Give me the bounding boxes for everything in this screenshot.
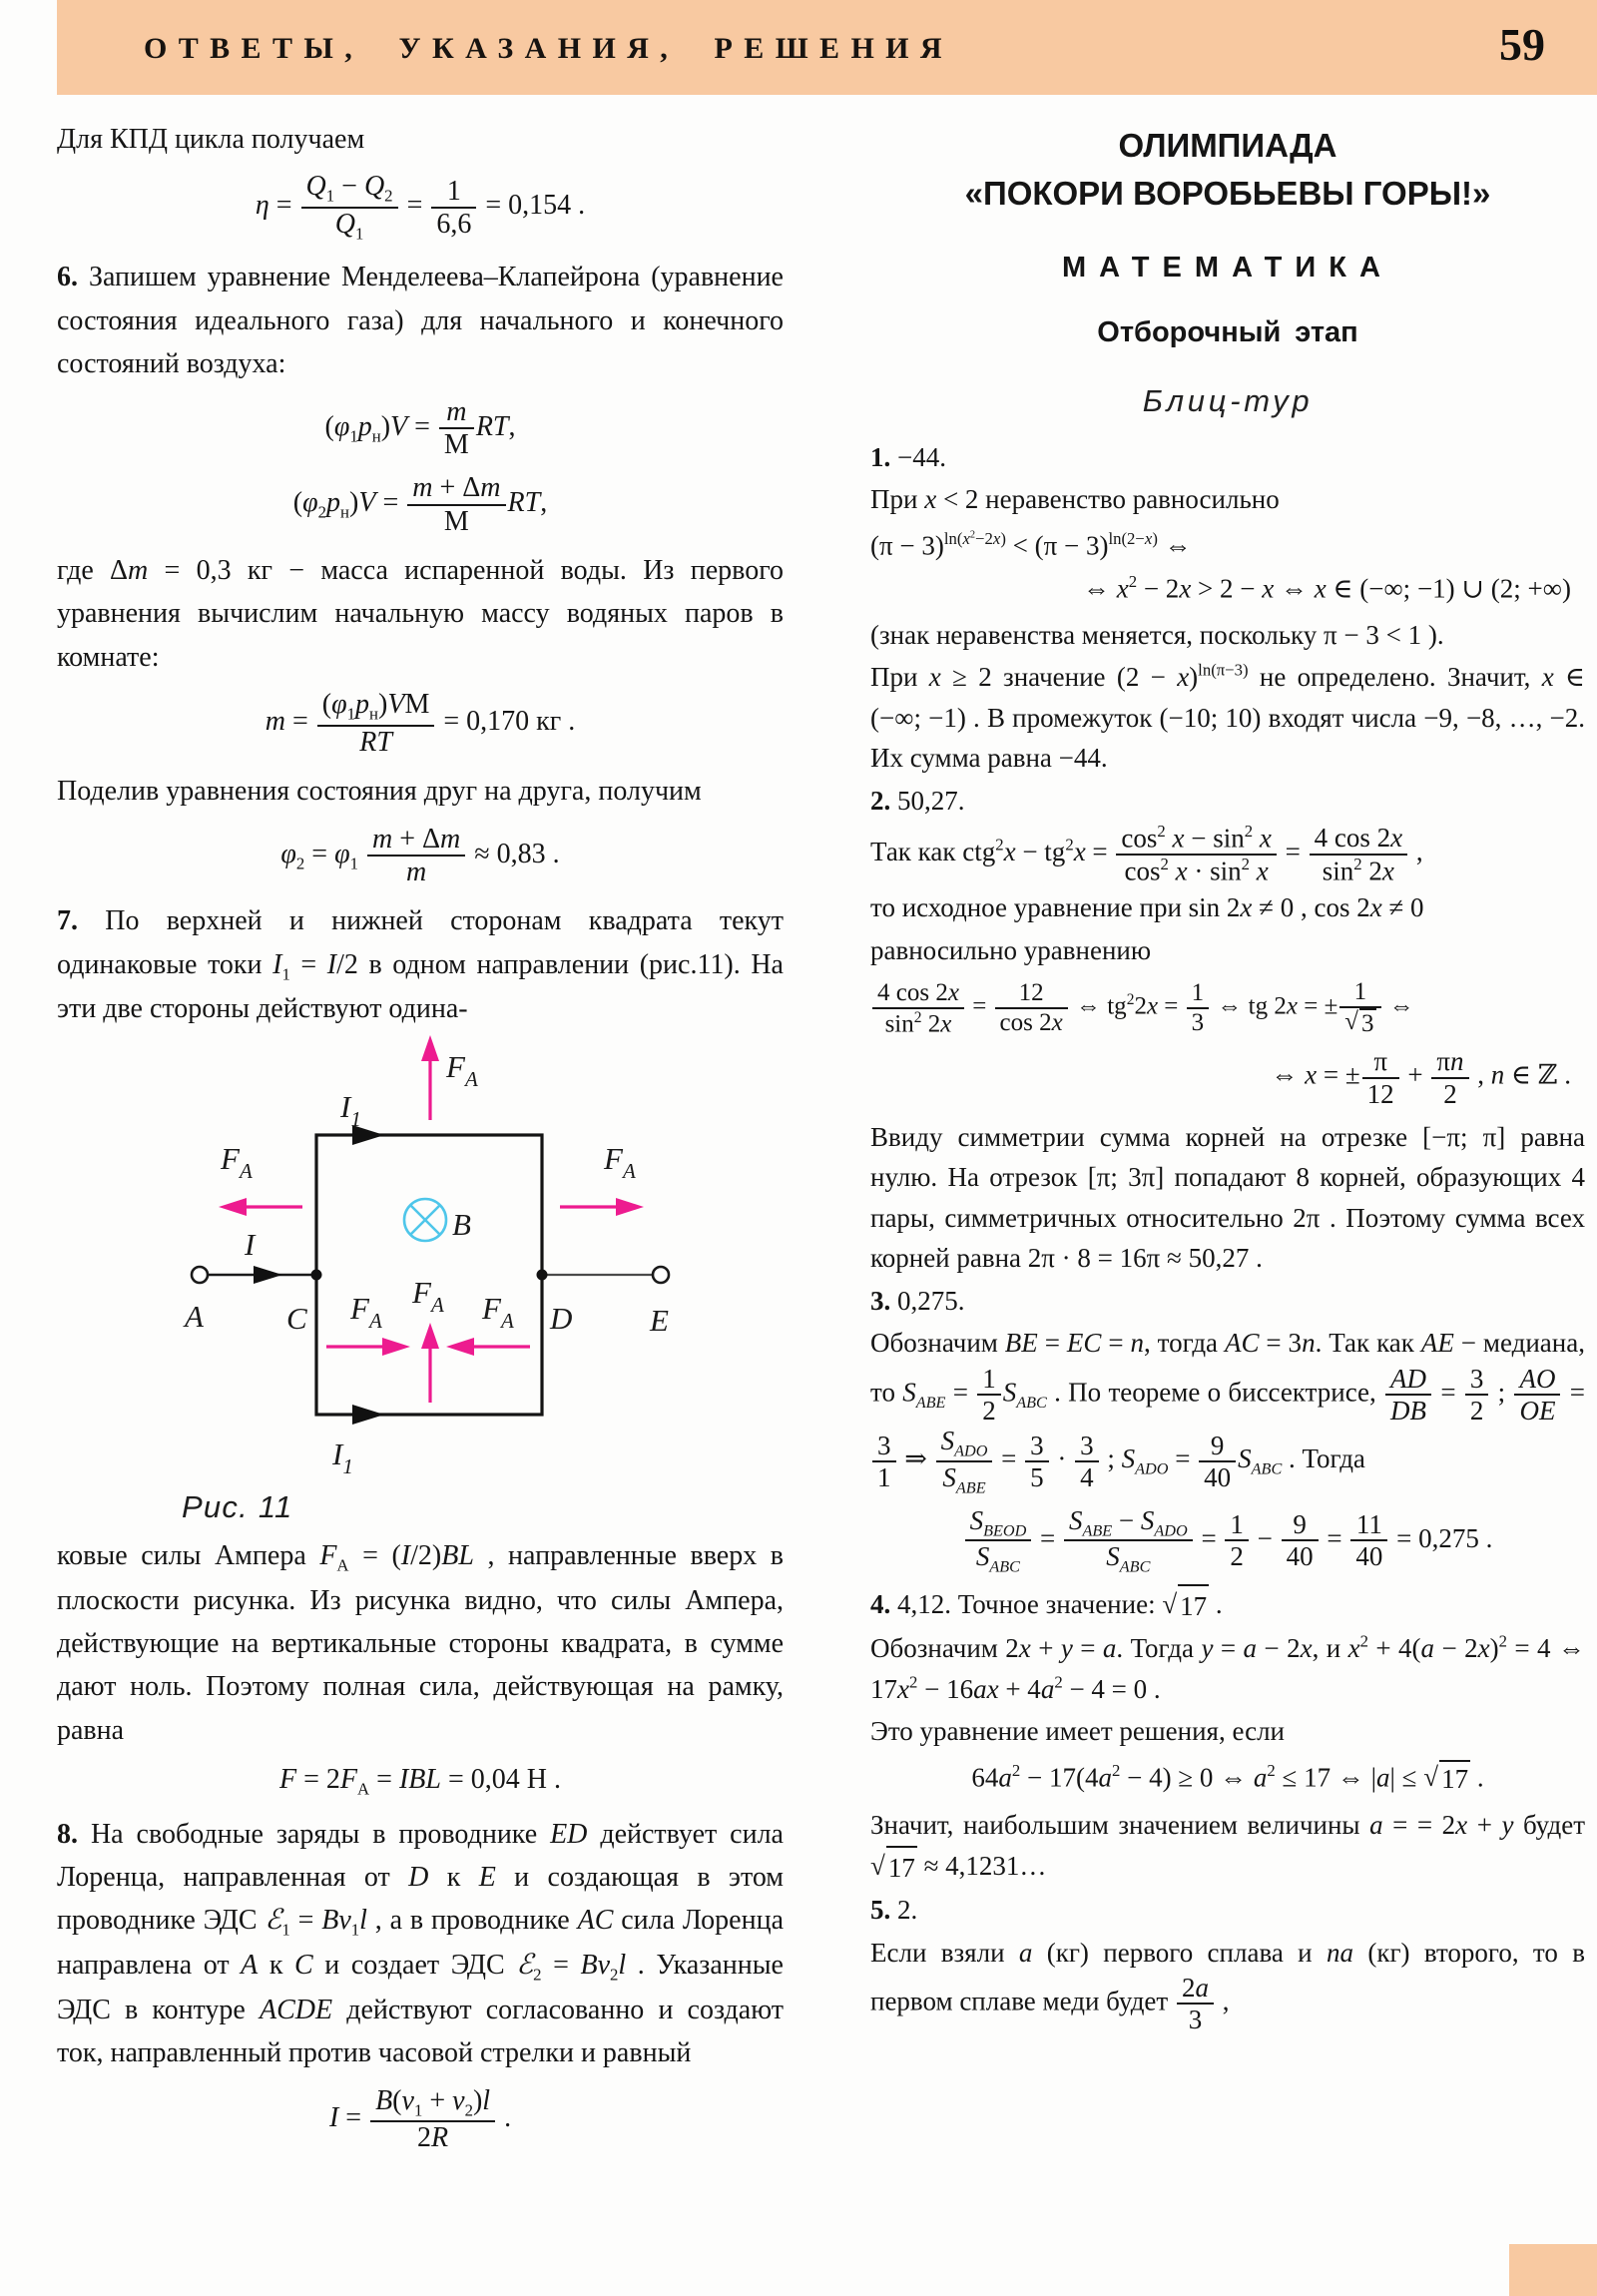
answer-3: 3. 0,275. <box>870 1285 965 1316</box>
page-header-band <box>57 0 1597 95</box>
label-point-c: C <box>286 1300 307 1336</box>
equation-total-force: $F = 2F_А$ = IBL = 0,04 Н . <box>279 1764 561 1799</box>
ampere-force-arrow-left <box>219 1198 302 1216</box>
paragraph-divide: Поделив уравнения состояния друг на друга, получим <box>57 776 702 808</box>
ampere-force-arrow-inner-up <box>421 1323 439 1403</box>
olympiad-title-line2: «ПОКОРИ ВОРОБЬЕВЫ ГОРЫ!» <box>964 174 1491 212</box>
figure-caption: Рис. 11 <box>182 1488 293 1524</box>
label-current-i1-bottom: $I_1$ <box>332 1435 353 1478</box>
equation-current: I = $\frac{B(v_1 + v_2)l}{2R}$ . <box>328 2084 512 2154</box>
ampere-force-arrow-inner-left <box>446 1338 530 1356</box>
node-d-dot <box>537 1269 548 1280</box>
paragraph-ampere-forces: ковые силы Ампера $F_А = (I/2)BL$ , направленные вверх в плоскости рисунка. Из рисунка видно, что силы Ампера, действующие на вертикальные стороны квадрата, в сумме дают ноль. Поэтому полная сила, действующая на рамку, равна <box>57 1539 785 1746</box>
solution-4-cont: Значит, наибольшим значением величины a = = 2x + y будет √ 17 ≈ 4,1231… <box>870 1805 1585 1888</box>
equation-4: $64a^2 - 17(4a^2 - 4) \ge 0$ ⇔ $a^2 \le 17$ ⇔ |a| ≤ √ 17 . <box>870 1760 1585 1797</box>
equation-state-1: $(\varphi_1p_н)V$ = $\frac{m}{М}$ RT, <box>324 395 516 460</box>
equation-state-2: $(\varphi_2p_н)V$ = $\frac{m + \Delta m}{М}$ RT, <box>292 472 548 537</box>
answer-1: 1. −44. <box>870 441 946 472</box>
equation-3: $\frac{S_{BEOD}}{S_{ABC}}$ = $\frac{S_{ABE} - S_{ADO}}{S_{ABC}}$ = $\frac{1}{2}$ − $\frac{9}{40}$ = $\frac{11}{40}$ = 0,275 . <box>870 1505 1585 1576</box>
equation-2b: ⇔ x = ± $\frac{\pi}{12}$ + $\frac{\pi n}{2}$ , n ∈ ℤ . <box>1271 1046 1571 1109</box>
solution-2-cond: то исходное уравнение при sin 2x ≠ 0 , cos 2x ≠ 0 <box>870 892 1424 923</box>
round-heading: Блиц-тур <box>1142 382 1314 418</box>
solution-4-text: Обозначим 2x + y = a. Тогда y = a − 2x, и $x^2 + 4(a - 2x)^2 = 4$ ⇔ $17x^2 - 16ax + 4a^2 - 4 = 0$ . <box>870 1631 1585 1704</box>
label-force-left: $F_А$ <box>221 1140 253 1183</box>
solution-1-note: (знак неравенства меняется, поскольку π − 3 < 1 ). <box>870 619 1444 650</box>
label-point-d: D <box>550 1300 573 1336</box>
label-field-b: B <box>452 1206 471 1242</box>
equation-phi2: $\varphi_2 = \varphi_1$ $\frac{m + \Delta m}{m}$ ≈ 0,83 . <box>280 823 560 887</box>
answer-4: 4. 4,12. Точное значение: √ 17 . <box>870 1584 1585 1627</box>
label-current-i1-top: $I_1$ <box>340 1088 361 1131</box>
answer-5: 5. 2. <box>870 1895 918 1926</box>
equation-mass: m = $\frac{(\varphi_1p_н)VМ}{RT}$ = 0,170 кг . <box>265 689 576 758</box>
terminal-e <box>653 1267 669 1283</box>
solution-1-text: При x < 2 неравенство равносильно <box>870 484 1280 515</box>
ampere-force-arrow-top <box>421 1035 439 1120</box>
paragraph-delta-m: где Δm = 0,3 кг − масса испаренной воды. Из первого уравнения вычислим начальную массу водяных паров в комнате: <box>57 555 784 673</box>
current-arrow-lead <box>254 1266 282 1284</box>
corner-decoration <box>1509 2244 1597 2296</box>
page-number: 59 <box>1499 19 1545 70</box>
solution-2-identity: Так как $ctg^2x - tg^2x$ = $\frac{\cos^2 x - \sin^2 x}{\cos^2 x \cdot \sin^2 x}$ = $\frac{4 \cos 2x}{\sin^2 2x}$ , <box>870 822 1423 886</box>
answer-2: 2. 50,27. <box>870 785 965 816</box>
equation-1b: ⇔ $x^2 - 2x > 2 - x$ ⇔ x ∈ (−∞; −1) ∪ (2; +∞) <box>1082 572 1571 604</box>
right-column <box>870 118 1585 2037</box>
label-force-right: $F_А$ <box>604 1140 636 1183</box>
solution-2-equiv: равносильно уравнению <box>870 934 1152 965</box>
label-force-inner-left: $F_А$ <box>350 1290 382 1333</box>
running-head: ОТВЕТЫ, УКАЗАНИЯ, РЕШЕНИЯ <box>144 32 953 65</box>
equation-2a: $\frac{4 \cos 2x}{\sin^2 2x}$ = $\frac{12}{\cos 2x}$ ⇔ $tg^22x$ = $\frac{1}{3}$ ⇔ tg 2x = ± 1 √ 3 ⇔ <box>870 978 1585 1038</box>
solution-5-text: Если взяли a (кг) первого сплава и na (кг) второго, то в первом сплаве меди будет $\frac{2a}{3}$ , <box>870 1937 1585 2035</box>
label-force-inner-mid: $F_А$ <box>412 1274 444 1317</box>
current-arrow-bottom <box>352 1405 384 1425</box>
label-force-top: $F_А$ <box>446 1048 478 1091</box>
label-current-i: I <box>245 1226 256 1262</box>
paragraph-problem-6: 6. Запишем уравнение Менделеева–Клапейрона (уравнение состояния идеального газа) для начального и конечного состояний воздуха: <box>57 262 784 380</box>
figure-11 <box>57 1035 784 1532</box>
paragraph-kpd: Для КПД цикла получаем <box>57 124 365 155</box>
equation-1a: $(\pi - 3)^{ln(x^2-2x)} < (\pi - 3)^{ln(2-x)}$ ⇔ <box>870 528 1192 561</box>
solution-4-cond: Это уравнение имеет решения, если <box>870 1716 1286 1747</box>
node-c-dot <box>311 1269 322 1280</box>
stage-heading: Отборочный этап <box>1097 315 1358 348</box>
label-force-inner-right: $F_А$ <box>482 1290 514 1333</box>
left-column <box>57 118 784 2166</box>
label-point-a: A <box>185 1298 204 1334</box>
olympiad-title-line1: ОЛИМПИАДА <box>1118 127 1337 164</box>
b-field-icon <box>404 1199 446 1241</box>
solution-1-cont: При x ≥ 2 значение $(2 - x)^{ln(\pi-3)}$ не определено. Значит, x ∈ (−∞; −1) . В промежуток (−10; 10) входят числа −9, −8, …, −2. Их сумма равна −44. <box>870 660 1585 774</box>
equation-eta: η = $\frac{Q_1 - Q_2}{Q_1}$ = $\frac{1}{6,6}$ = 0,154 . <box>255 171 586 244</box>
paragraph-problem-8: 8. На свободные заряды в проводнике ED действует сила Лоренца, направленная от D к E и создающая в этом проводнике ЭДС ℰ$_1$ = $Bv_1l$ , а в проводнике AC сила Лоренца направлена от A к C и создает ЭДС ℰ$_2$ = $Bv_2l$ . Указанные ЭДС в контуре ACDE действуют согласованно и создают ток, направленный против часовой стрелки и равный <box>57 1818 785 2069</box>
solution-2-cont: Ввиду симметрии сумма корней на отрезке [−π; π] равна нулю. На отрезок [π; 3π] попадают 8 корней, образующих 4 пары, симметричных относительно 2π . Поэтому сумма всех корней равна 2π · 8 = 16π ≈ 50,27 . <box>870 1121 1585 1274</box>
circuit-diagram <box>57 1035 784 1494</box>
ampere-force-arrow-right <box>560 1198 644 1216</box>
terminal-a <box>192 1267 208 1283</box>
paragraph-problem-7: 7. По верхней и нижней сторонам квадрата текут одинаковые токи $I_1 = I/2$ в одном направлении (рис.11). На эти две стороны действуют одина- <box>57 905 784 1025</box>
solution-3-text: Обозначим BE = EC = n, тогда AC = 3n. Так как AE − медиана, то $S_{ABE}$ = $\frac{1}{2}$ $S_{ABC}$ . По теореме о биссектрисе, $\frac{AD}{DB}$ = $\frac{3}{2}$ ; $\frac{AO}{OE}$ = $\frac{3}{1}$ ⇒ $\frac{S_{ADO}}{S_{ABE}}$ = $\frac{3}{5}$ · $\frac{3}{4}$ ; $S_{ADO}$ = $\frac{9}{40}$ $S_{ABC}$ . Тогда <box>870 1328 1585 1497</box>
ampere-force-arrow-inner-right <box>326 1338 410 1356</box>
label-point-e: E <box>650 1302 669 1338</box>
subject-heading: МАТЕМАТИКА <box>1061 251 1394 284</box>
